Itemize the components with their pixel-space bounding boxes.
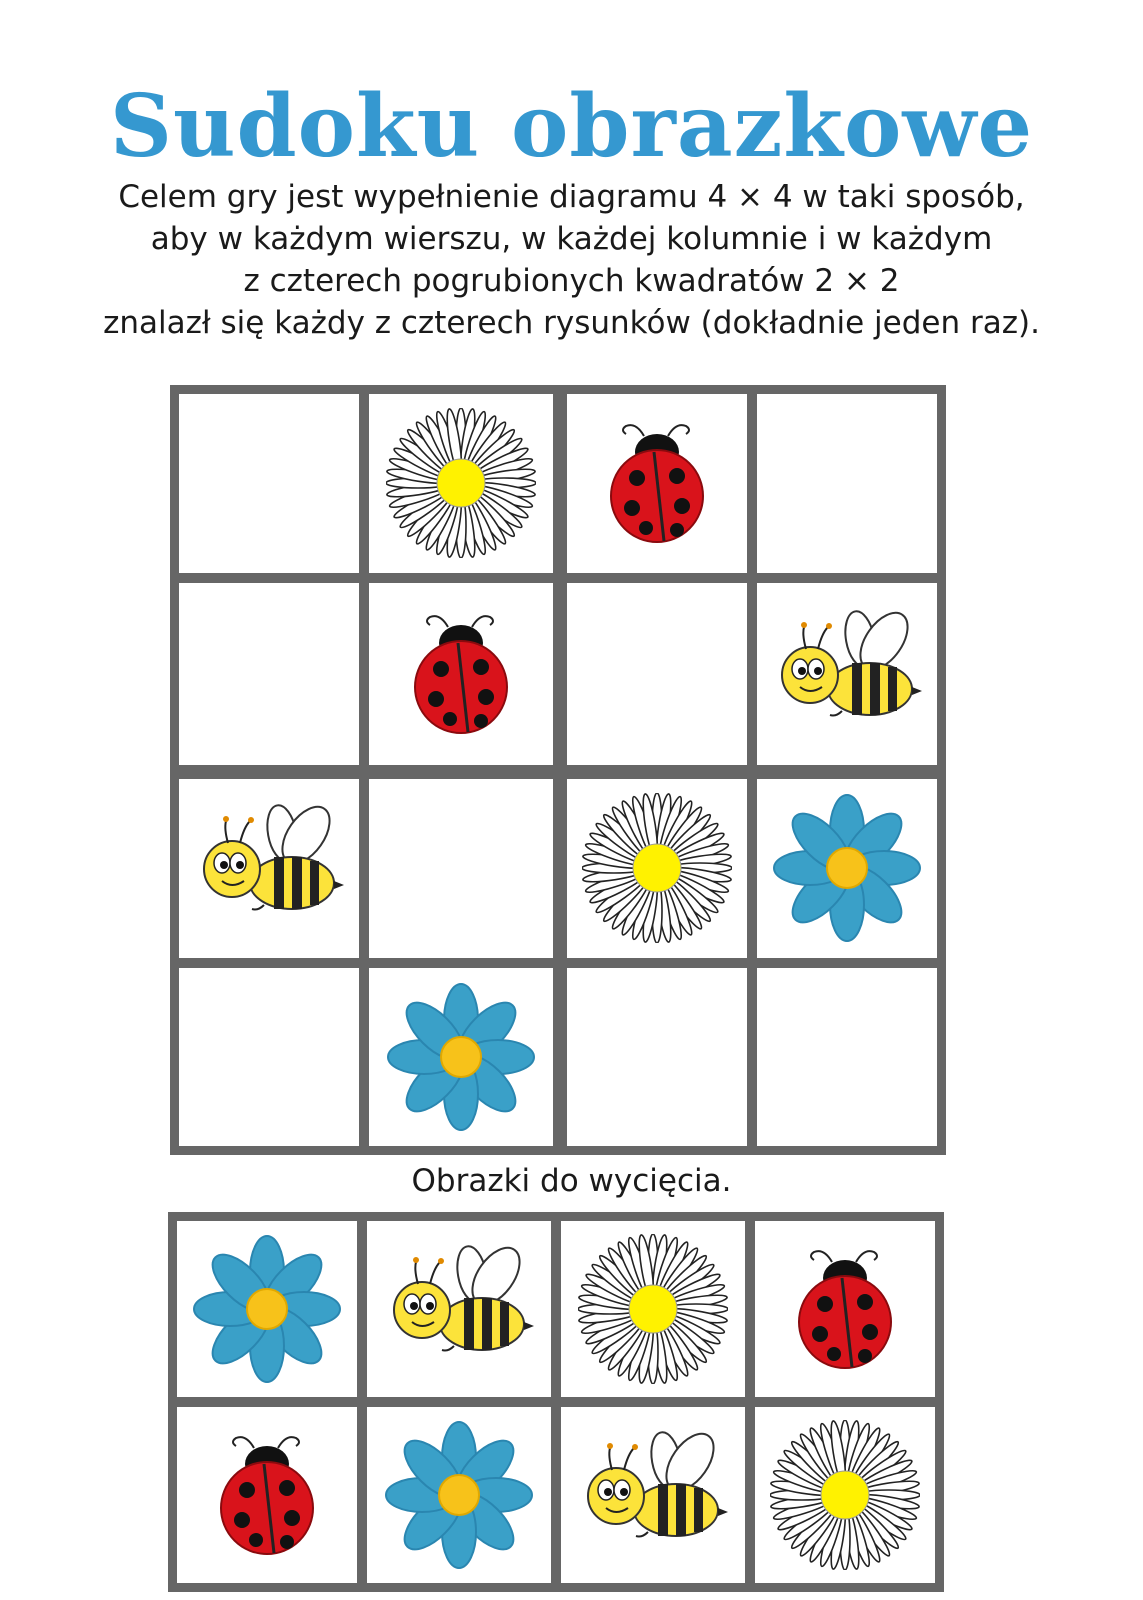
daisy-icon	[770, 1420, 920, 1570]
grid-cell-daisy[interactable]	[558, 770, 752, 963]
grid-cell-empty[interactable]	[558, 963, 752, 1156]
instruction-line: aby w każdym wierszu, w każdej kolumnie i w każdym	[150, 221, 993, 257]
grid-cell-empty[interactable]	[170, 963, 364, 1156]
instruction-line: Celem gry jest wypełnienie diagramu 4 × 4 w taki sposób,	[118, 179, 1025, 215]
ladybug-icon	[582, 408, 732, 558]
grid-cell-ladybug[interactable]	[558, 385, 752, 578]
grid-cell-blue-flower[interactable]	[362, 1402, 556, 1592]
grid-cell-empty[interactable]	[752, 963, 946, 1156]
grid-cell-blue-flower[interactable]	[752, 770, 946, 963]
grid-cell-empty[interactable]	[170, 578, 364, 771]
instruction-line: z czterech pogrubionych kwadratów 2 × 2	[243, 263, 900, 299]
grid-cell-empty[interactable]	[170, 385, 364, 578]
bee-icon	[194, 793, 344, 943]
grid-cell-blue-flower[interactable]	[168, 1212, 362, 1402]
grid-cell-empty[interactable]	[364, 770, 558, 963]
grid-cell-bee[interactable]	[170, 770, 364, 963]
bee-icon	[772, 599, 922, 749]
blue-flower-icon	[384, 1420, 534, 1570]
bee-icon	[384, 1234, 534, 1384]
grid-cell-ladybug[interactable]	[168, 1402, 362, 1592]
grid-cell-ladybug[interactable]	[364, 578, 558, 771]
bee-icon	[578, 1420, 728, 1570]
blue-flower-icon	[386, 982, 536, 1132]
grid-cell-empty[interactable]	[558, 578, 752, 771]
ladybug-icon	[386, 599, 536, 749]
daisy-icon	[578, 1234, 728, 1384]
instruction-line: znalazł się każdy z czterech rysunków (dokładnie jeden raz).	[103, 305, 1040, 341]
grid-cell-daisy[interactable]	[750, 1402, 944, 1592]
ladybug-icon	[192, 1420, 342, 1570]
cutout-label: Obrazki do wycięcia.	[411, 1163, 732, 1199]
grid-cell-bee[interactable]	[362, 1212, 556, 1402]
daisy-icon	[582, 793, 732, 943]
grid-cell-blue-flower[interactable]	[364, 963, 558, 1156]
grid-cell-daisy[interactable]	[364, 385, 558, 578]
grid-cell-bee[interactable]	[556, 1402, 750, 1592]
ladybug-icon	[770, 1234, 920, 1384]
blue-flower-icon	[772, 793, 922, 943]
daisy-icon	[386, 408, 536, 558]
blue-flower-icon	[192, 1234, 342, 1384]
grid-cell-daisy[interactable]	[556, 1212, 750, 1402]
sudoku-board	[170, 385, 946, 1155]
cutout-pieces	[168, 1212, 944, 1592]
instructions	[0, 176, 1143, 344]
grid-cell-bee[interactable]	[752, 578, 946, 771]
grid-cell-ladybug[interactable]	[750, 1212, 944, 1402]
page-title: Sudoku obrazkowe	[109, 76, 1034, 177]
grid-cell-empty[interactable]	[752, 385, 946, 578]
